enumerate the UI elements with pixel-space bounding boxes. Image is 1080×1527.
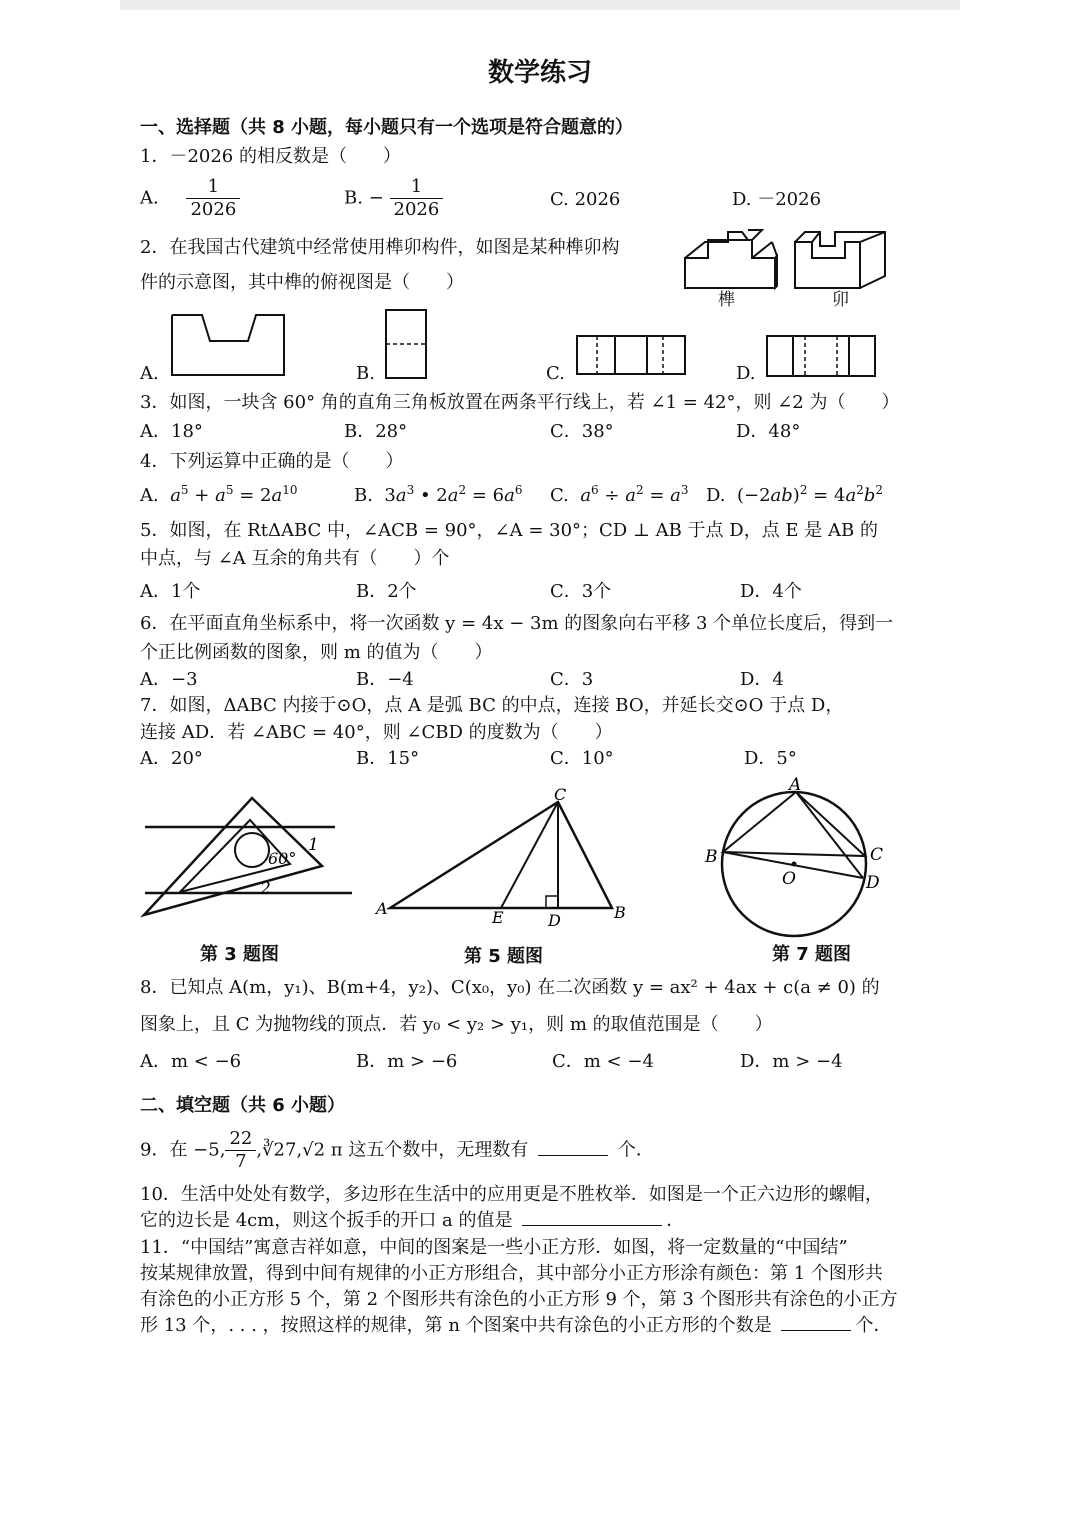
q1-b-label: B.	[344, 187, 363, 209]
q2-option-d-label: D.	[736, 363, 756, 384]
q8-option-c: C．m < −4	[552, 1051, 654, 1072]
mortise-piece	[795, 232, 885, 288]
q6-line-2: 个正比例函数的图象，则 m 的值为（ ）	[140, 642, 493, 663]
q2-option-d-view	[765, 334, 877, 378]
q4-option-c: C. $a^6 \div a^2 = a^3$	[550, 483, 689, 506]
q5-line-2: 中点，与 ∠A 互余的角共有（ ）个	[140, 548, 450, 569]
section-1-heading: 一、选择题（共 8 小题，每小题只有一个选项是符合题意的）	[140, 117, 634, 138]
page-title: 数学练习	[487, 58, 592, 88]
q9-tail: 个．	[617, 1139, 654, 1161]
q3-stem: 3．如图，一块含 60° 角的直角三角板放置在两条平行线上，若 ∠1 = 42°，则 ∠2 为（ ）	[140, 392, 900, 413]
point-c-q7: C	[870, 845, 884, 865]
caption-q7: 第 7 题图	[772, 944, 852, 965]
q1-a-fraction	[186, 176, 240, 221]
q6-line-1: 6．在平面直角坐标系中，将一次函数 y = 4x − 3m 的图象向右平移 3 个单位长度后，得到一	[140, 613, 894, 634]
point-c: C	[554, 785, 567, 804]
q11-line-4-text: 形 13 个，. . . ，按照这样的规律，第 n 个图案中共有涂色的小正方形的个数是	[140, 1315, 772, 1336]
q10-answer-blank[interactable]	[522, 1209, 662, 1226]
q10-line-1: 10．生活中处处有数学，多边形在生活中的应用更是不胜枚举．如图是一个正六边形的螺帽，	[140, 1184, 883, 1205]
q1-stem: 1．－2026 的相反数是（ ）	[140, 146, 401, 167]
q1-option-a	[140, 176, 240, 221]
q8-line-2: 图象上，且 C 为抛物线的顶点．若 y₀ < y₂ > y₁，则 m 的取值范围是（ ）	[140, 1014, 773, 1035]
ruler-hole	[235, 833, 269, 867]
q1-option-d: D. －2026	[732, 189, 822, 210]
q2-option-a-label: A.	[140, 363, 159, 384]
q9-line	[140, 1128, 654, 1173]
q1-b-num: 1	[390, 176, 444, 199]
q5-option-d: D．4个	[740, 581, 802, 602]
angle-2-label: 2	[260, 879, 271, 899]
tenon-piece	[685, 230, 777, 288]
q8-option-a: A．m < −6	[140, 1051, 242, 1072]
q3-option-b: B．28°	[344, 421, 408, 442]
q9-post: ,∛27,√2 π 这五个数中，无理数有	[256, 1139, 529, 1161]
label-sun: 榫	[718, 290, 735, 310]
point-a: A	[376, 899, 388, 918]
q11-line-1: 11．“中国结”寓意吉祥如意，中间的图案是一些小正方形．如图，将一定数量的“中国结”	[140, 1237, 848, 1258]
q6-option-a: A．−3	[140, 669, 198, 690]
q7-option-a: A．20°	[140, 748, 203, 769]
median-ce	[501, 802, 558, 908]
point-e: E	[492, 908, 504, 927]
q1-b-sign: −	[368, 187, 384, 209]
q1-a-den: 2026	[190, 199, 237, 220]
q5-line-1: 5．如图，在 RtΔABC 中，∠ACB = 90°，∠A = 30°；CD ⊥ AB 于点 D，点 E 是 AB 的	[140, 520, 878, 541]
label-mao: 卯	[832, 290, 849, 310]
triangle-abc	[390, 802, 612, 908]
q1-b-den: 2026	[393, 199, 440, 220]
q6-option-b: B．−4	[356, 669, 414, 690]
q10-line-2	[140, 1209, 684, 1233]
q11-tail: 个．	[855, 1315, 892, 1336]
q4-c-label: C.	[550, 485, 569, 506]
q7-line-1: 7．如图，ΔABC 内接于⊙O，点 A 是弧 BC 的中点，连接 BO，并延长交⊙O 于点 D，	[140, 695, 844, 716]
angle-1-label: 1	[308, 835, 319, 855]
q4-option-a: A. $a^5 + a^5 = 2a^{10}$	[140, 483, 298, 506]
q4-d-label: D.	[706, 485, 726, 506]
q3-option-c: C．38°	[550, 421, 614, 442]
q2-line-2: 件的示意图，其中榫的俯视图是（ ）	[140, 272, 464, 293]
q1-a-label: A.	[140, 187, 159, 209]
q9-pre: 9．在 −5,	[140, 1139, 226, 1161]
line-ad	[796, 792, 863, 878]
figure-q5	[372, 786, 632, 930]
q9-num: 22	[225, 1128, 256, 1151]
q9-fraction	[225, 1128, 256, 1173]
point-o-q7: O	[782, 869, 796, 889]
q11-answer-blank[interactable]	[781, 1314, 851, 1331]
q8-option-d: D．m > −4	[740, 1051, 843, 1072]
section-2-heading: 二、填空题（共 6 小题）	[140, 1095, 346, 1116]
point-d-q7: D	[866, 873, 880, 893]
q3-option-d: D．48°	[736, 421, 801, 442]
q1-a-num: 1	[186, 176, 240, 199]
q2-option-c-view	[575, 334, 687, 376]
q3-option-a: A．18°	[140, 421, 203, 442]
q4-option-d: D. $(-2ab)^2 = 4a^2b^2$	[706, 483, 883, 506]
q1-b-fraction	[390, 176, 444, 221]
q4-a-label: A.	[140, 485, 159, 506]
q8-option-b: B．m > −6	[356, 1051, 458, 1072]
q10-line-2-text: 它的边长是 4cm，则这个扳手的开口 a 的值是	[140, 1210, 513, 1231]
q4-b-label: B.	[354, 485, 373, 506]
q2-option-b-view	[384, 308, 428, 380]
q4-stem: 4．下列运算中正确的是（ ）	[140, 451, 404, 472]
tenon-mortise-drawing	[680, 228, 890, 288]
q11-line-2: 按某规律放置，得到中间有规律的小正方形组合，其中部分小正方形涂有颜色：第 1 个图形共	[140, 1263, 883, 1284]
q2-line-1: 2．在我国古代建筑中经常使用榫卯构件，如图是某种榫卯构	[140, 237, 620, 258]
q1-option-b	[344, 176, 443, 221]
caption-q5: 第 5 题图	[464, 946, 544, 967]
point-a-q7: A	[789, 775, 802, 795]
q8-line-1: 8．已知点 A(m，y₁)、B(m+4，y₂)、C(x₀，y₀) 在二次函数 y = ax² + 4ax + c(a ≠ 0) 的	[140, 977, 880, 998]
q7-line-2: 连接 AD．若 ∠ABC = 40°，则 ∠CBD 的度数为（ ）	[140, 722, 613, 743]
q7-option-d: D．5°	[744, 748, 797, 769]
triangle-abc-inscribed	[723, 792, 865, 856]
q6-option-c: C．3	[550, 669, 594, 690]
figure-q3	[140, 790, 360, 930]
q2-option-c-label: C.	[546, 363, 565, 384]
q2-option-a-view	[170, 313, 288, 377]
q11-line-3: 有涂色的小正方形 5 个，第 2 个图形共有涂色的小正方形 9 个，第 3 个图形共有涂色的小正方	[140, 1289, 898, 1310]
q2-option-b-label: B.	[356, 363, 375, 384]
q10-tail: ．	[666, 1210, 685, 1231]
q7-option-b: B．15°	[356, 748, 420, 769]
q9-den: 7	[235, 1151, 247, 1172]
q5-option-a: A．1个	[140, 581, 201, 602]
q6-option-d: D．4	[740, 669, 784, 690]
q9-answer-blank[interactable]	[538, 1139, 608, 1156]
q7-option-c: C．10°	[550, 748, 614, 769]
caption-q3: 第 3 题图	[200, 944, 280, 965]
angle-60-label: 60°	[268, 849, 297, 868]
figure-q7	[700, 774, 900, 944]
point-b-q7: B	[705, 847, 718, 867]
q4-option-b: B. $3a^3$ • $2a^2 = 6a^6$	[354, 483, 523, 506]
center-o	[792, 862, 797, 867]
q11-line-4	[140, 1314, 891, 1338]
point-d: D	[548, 911, 561, 930]
q1-option-c: C. 2026	[550, 189, 621, 210]
q5-option-b: B．2个	[356, 581, 417, 602]
q5-option-c: C．3个	[550, 581, 612, 602]
point-b: B	[614, 903, 626, 922]
